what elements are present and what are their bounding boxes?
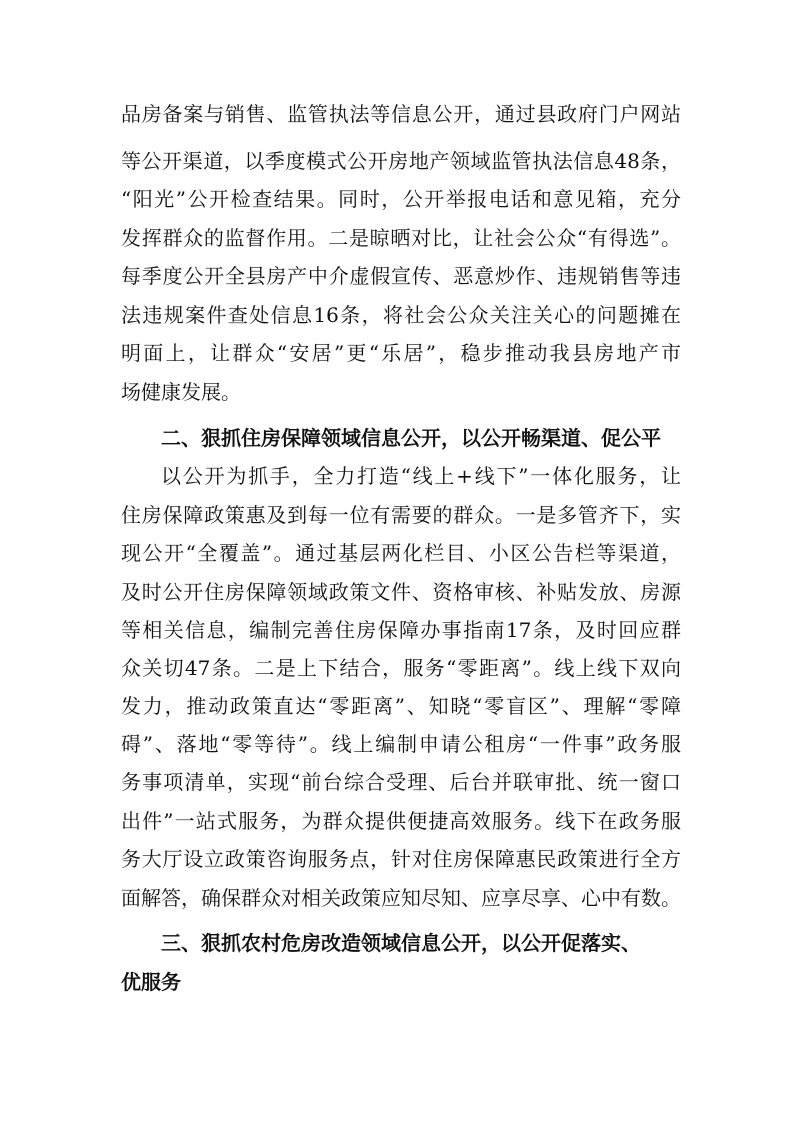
section-heading-3: 三、狠抓农村危房改造领域信息公开，以公开促落实、 [161,931,641,955]
paragraph-line: 每季度公开全县房产中介虚假宣传、恶意炒作、违规销售等违 [121,264,681,288]
paragraph-line: “阳光”公开检查结果。同时，公开举报电话和意见箱，充分 [121,187,681,211]
paragraph-line: 及时公开住房保障领域政策文件、资格审核、补贴发放、房源 [121,580,681,604]
paragraph-line: 出件”一站式服务，为群众提供便捷高效服务。线下在政务服 [121,809,681,833]
paragraph-line: 场健康发展。 [121,380,241,404]
paragraph-line: 碍”、落地“零等待”。线上编制申请公租房“一件事”政务服 [121,732,681,756]
paragraph-line: 面解答，确保群众对相关政策应知尽知、应享尽享、心中有数。 [121,886,681,910]
paragraph-line: 明面上，让群众“安居”更“乐居”，稳步推动我县房地产市 [121,341,681,365]
paragraph-line: 发挥群众的监督作用。二是晾晒对比，让社会公众“有得选”。 [121,226,681,250]
paragraph-line: 务大厅设立政策咨询服务点，针对住房保障惠民政策进行全方 [121,847,681,871]
paragraph-line: 品房备案与销售、监管执法等信息公开，通过县政府门户网站 [121,102,681,126]
paragraph-line: 现公开“全覆盖”。通过基层两化栏目、小区公告栏等渠道， [121,541,681,565]
paragraph-line: 等公开渠道，以季度模式公开房地产领域监管执法信息48条， [121,149,681,173]
paragraph-line: 以公开为抓手，全力打造“线上+线下”一体化服务，让 [161,464,681,488]
paragraph-line: 务事项清单，实现“前台综合受理、后台并联审批、统一窗口 [121,770,681,794]
section-heading-2: 二、狠抓住房保障领域信息公开，以公开畅渠道、促公平 [161,426,661,450]
paragraph-line: 发力，推动政策直达“零距离”、知晓“零盲区”、理解“零障 [121,694,681,718]
paragraph-line: 众关切47条。二是上下结合，服务“零距离”。线上线下双向 [121,656,681,680]
section-heading-3-continued: 优服务 [121,970,181,994]
paragraph-line: 住房保障政策惠及到每一位有需要的群众。一是多管齐下，实 [121,503,681,527]
paragraph-line: 法违规案件查处信息16条，将社会公众关注关心的问题摊在 [121,303,681,327]
paragraph-line: 等相关信息，编制完善住房保障办事指南17条，及时回应群 [121,618,681,642]
